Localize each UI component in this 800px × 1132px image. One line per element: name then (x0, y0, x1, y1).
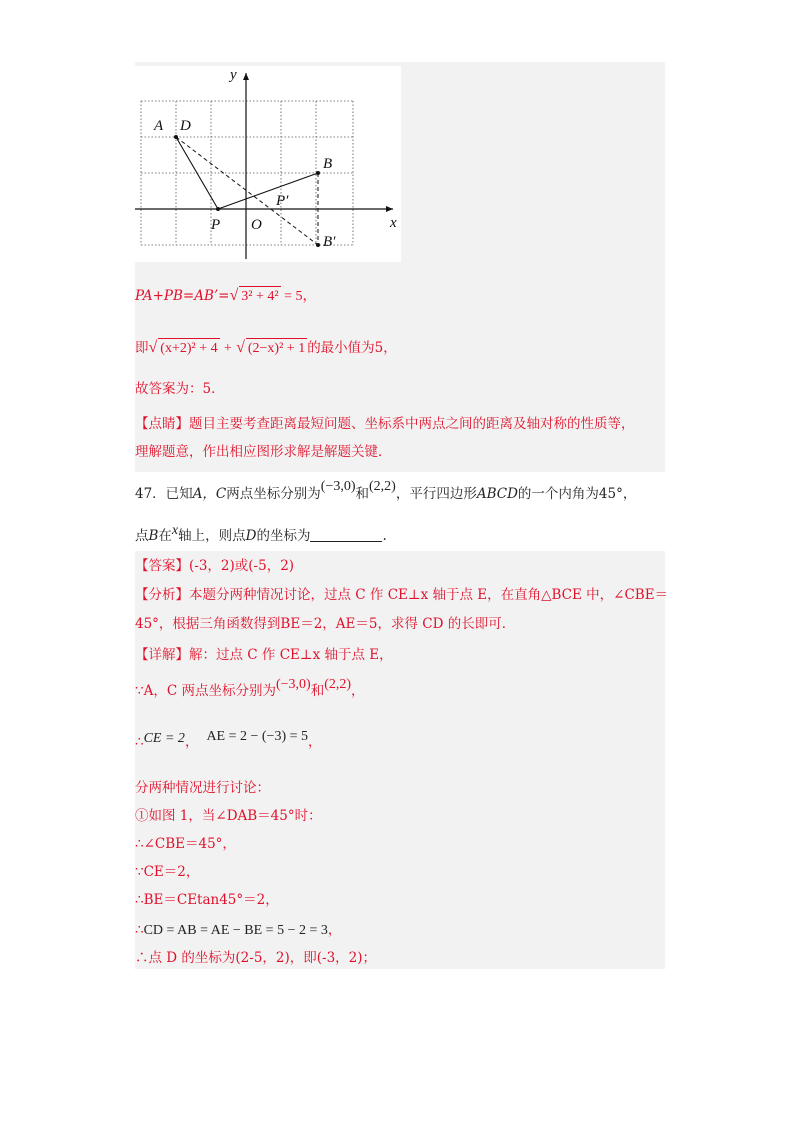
analysis-line1 (135, 585, 668, 605)
q47-l2c: 在 (158, 528, 172, 544)
step4-line (135, 920, 341, 941)
analysis-line2: 45°，根据三角函数得到BE＝2，AE＝5，求得 CD 的长即可． (135, 616, 516, 632)
answer46-line2-suffix: 的最小值为5， (307, 340, 397, 356)
answer46-line2: 即√ (x+2)² + 4 + √ (2−x)² + 1 的最小值为5， (135, 338, 397, 359)
detail-tag: 【详解】 (135, 647, 189, 663)
q47-text1: 两点坐标分别为 (226, 486, 321, 502)
detail-line1 (135, 645, 393, 665)
q47-text3: 的一个内角为45°， (517, 486, 637, 502)
q47-text2: ，平行四边形 (395, 486, 477, 502)
answer46-line3: 故答案为：5． (135, 381, 225, 397)
step4-sym: ∴ (135, 922, 144, 938)
because1-coord2: (2,2) (324, 677, 352, 692)
analysis-text1: 本题分两种情况讨论，过点 C 作 CE⊥x 轴于点 E，在直角△BCE 中，∠CBE＝ (189, 587, 669, 603)
q47-d: D (245, 528, 257, 544)
sqrt-content: 3² + 4² (239, 286, 280, 307)
question47-line1 (135, 479, 637, 505)
step1-line: ∴∠CBE＝45°， (135, 836, 236, 852)
q47-end: . (382, 528, 387, 544)
label-d: D (180, 118, 191, 134)
label-b: B (323, 156, 333, 172)
label-x: x (390, 215, 397, 231)
step5-line: ∴点 D 的坐标为(2-5，2)，即(-3，2)； (135, 950, 377, 966)
q47-coord2: (2,2) (369, 479, 396, 494)
q47-abcd: ABCD (476, 486, 518, 502)
step4-end: ， (327, 922, 342, 938)
tip-line2: 理解题意，作出相应图形求解是解题关键． (135, 444, 392, 460)
analysis-tag: 【分析】 (135, 587, 189, 603)
q47-l2d: 轴上，则点 (178, 528, 246, 544)
tip-line1 (135, 414, 635, 434)
answer-line (135, 556, 294, 576)
so1-expr2: AE = 2 − (−3) = 5 (206, 729, 309, 744)
expr2: √ (2−x)² + 1 (236, 341, 307, 356)
expr2-content: (2−x)² + 1 (246, 338, 307, 359)
so1-end: ， (308, 734, 322, 750)
because1-end: ， (351, 683, 365, 699)
answer-blank (310, 527, 382, 542)
q47-x: x (171, 523, 179, 538)
step2-line: ∵CE＝2， (135, 864, 200, 880)
tip-tag: 【点睛】 (135, 416, 189, 432)
so1-line (135, 729, 322, 753)
tip-text1: 题目主要考查距离最短问题、坐标系中两点之间的距离及轴对称的性质等， (189, 416, 635, 432)
q47-l2f: 的坐标为 (256, 528, 311, 544)
q47-l2a: 点 (135, 528, 149, 544)
so1-expr1: CE = 2 (143, 731, 185, 746)
label-p: P (211, 217, 221, 233)
expr1: √ (x+2)² + 4 (149, 341, 220, 356)
coordinate-figure (135, 66, 401, 262)
label-o: O (251, 217, 262, 233)
so1-sym: ∴ (135, 734, 144, 750)
label-b-prime: B′ (323, 234, 336, 250)
answer46-line1 (135, 286, 316, 307)
step4-expr: CD = AB = AE − BE = 5 − 2 = 3 (143, 923, 328, 938)
q47-ac: A，C (192, 486, 227, 502)
answer46-line2-prefix: 即 (135, 340, 149, 356)
label-y: y (230, 67, 237, 83)
because1-text: ∵A，C 两点坐标分别为 (135, 683, 276, 699)
q47-coord1: (−3,0) (320, 479, 356, 494)
label-p-prime: P′ (276, 193, 289, 209)
label-a: A (154, 118, 164, 134)
q47-num: 47．已知 (135, 486, 193, 502)
because1-and: 和 (310, 683, 325, 699)
answer-tag: 【答案】 (135, 558, 189, 574)
expr1-content: (x+2)² + 4 (158, 338, 219, 359)
step3-line: ∴BE＝CEtan45°＝2， (135, 892, 279, 908)
sqrt-expr: √ 3² + 4² = 5， (230, 289, 317, 304)
so1-sep: ， (184, 734, 199, 750)
question47-line2 (135, 523, 387, 547)
case1-line: ①如图 1，当∠DAB＝45°时： (135, 808, 322, 824)
answer46-line1-text: PA+PB=AB’= (135, 288, 230, 304)
case-intro: 分两种情况进行讨论： (135, 780, 270, 796)
detail-text1: 解：过点 C 作 CE⊥x 轴于点 E， (189, 647, 393, 663)
because1-coord1: (−3,0) (275, 677, 311, 692)
q47-b: B (148, 528, 159, 544)
answer-value: (-3，2)或(-5，2) (189, 558, 295, 574)
q47-and: 和 (355, 486, 370, 502)
answer46-line1-tail: = 5， (280, 289, 317, 304)
because1-line (135, 677, 365, 702)
